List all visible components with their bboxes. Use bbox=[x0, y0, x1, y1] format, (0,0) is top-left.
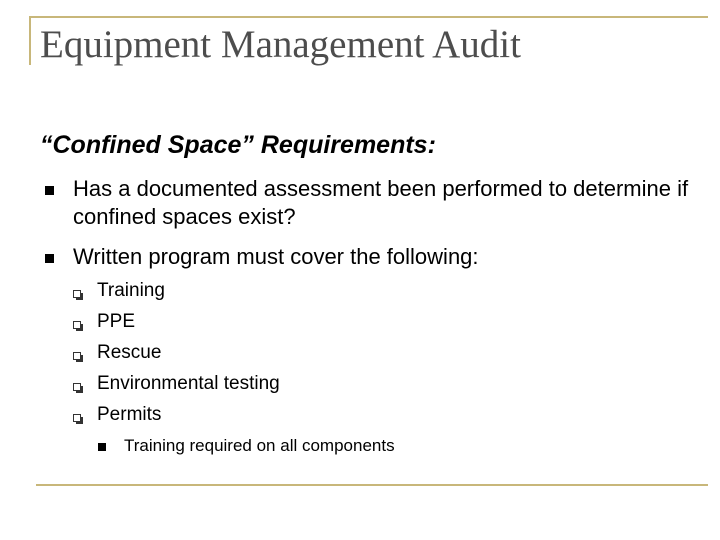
checkbox-bullet-icon bbox=[73, 414, 81, 422]
square-bullet-icon bbox=[98, 443, 106, 451]
sub-bullet-item: Training bbox=[97, 280, 165, 301]
sub-sub-bullet-item: Training required on all components bbox=[124, 436, 395, 455]
bottom-rule bbox=[36, 484, 708, 486]
slide-subtitle: “Confined Space” Requirements: bbox=[40, 131, 436, 159]
sub-bullet-item: PPE bbox=[97, 311, 136, 332]
sub-bullet-item: Rescue bbox=[97, 342, 162, 363]
sub-bullet-item: Permits bbox=[97, 404, 162, 425]
square-bullet-icon bbox=[45, 186, 54, 195]
sub-bullet-item: Environmental testing bbox=[97, 373, 280, 394]
slide-title: Equipment Management Audit bbox=[40, 23, 521, 66]
bullet-item: Written program must cover the following: bbox=[73, 244, 479, 269]
checkbox-bullet-icon bbox=[73, 321, 81, 329]
checkbox-bullet-icon bbox=[73, 290, 81, 298]
checkbox-bullet-icon bbox=[73, 352, 81, 360]
bullet-item: Has a documented assessment been performed to determine if confined spaces exist? bbox=[73, 176, 689, 229]
left-rule bbox=[29, 16, 31, 65]
square-bullet-icon bbox=[45, 254, 54, 263]
checkbox-bullet-icon bbox=[73, 383, 81, 391]
top-rule bbox=[29, 16, 708, 18]
